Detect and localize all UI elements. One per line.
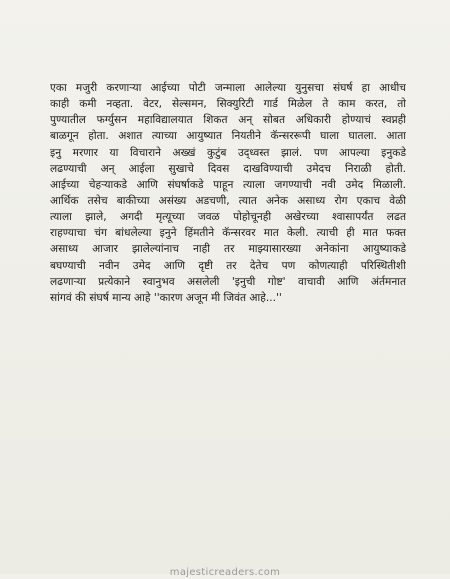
blurb-line-14: सांगवं की संघर्ष मान्य आहे ''कारण अजून मी जिवंत आहे...'' (50, 291, 282, 304)
blurb-paragraph (50, 80, 406, 380)
blurb-line-12: बघण्याची नवीन उमेद आणि दृष्टी तर देतेच पण कोणत्याही परिस्थितीशी (50, 259, 406, 272)
blurb-line-2: काही कमी नव्हता. वेटर, सेल्समन, सिक्युरिटी गार्ड मिळेल ते काम करत, तो (50, 98, 406, 111)
blurb-line-10: राहण्याचा चंग बांधलेल्या इनुने हिंमतीने कॅन्सरवर मात केली. त्याची ही मात फक्त (50, 227, 406, 240)
watermark-url: majesticreaders.com (169, 567, 281, 578)
blurb-line-11: असाध्य आजार झालेल्यांनाच नाही तर माझ्यासारख्या अनेकांना आयुष्याकडे (50, 243, 406, 256)
blurb-line-7: आईच्या चेहऱ्याकडे आणि संघर्षाकडे पाहून त्याला जगण्याची नवी उमेद मिळाली. (50, 178, 406, 191)
blurb-line-4: बाळगून होता. अशात त्याच्या आयुष्यात नियतीने कॅन्सररूपी घाला घातला. आता (50, 130, 406, 143)
blurb-line-3: पुण्यातील फर्ग्युसन महाविद्यालयात शिकत अन्‌ सोबत अधिकारी होण्याचं स्वप्नही (50, 114, 406, 127)
blurb-line-5: इनु मरणार या विचाराने अख्खं कुटुंब उद्ध्वस्त झालं. पण आपल्या इनुकडे (50, 146, 406, 159)
blurb-line-8: आर्थिक तसेच बाकीच्या असंख्य अडचणी, त्यात अनेक असाध्य रोग एकाच वेळी (50, 194, 406, 207)
blurb-line-13: लढणाऱ्या प्रत्येकाने स्वानुभव असलेली 'इनुची गोष्ट' वाचावी आणि अंर्तमनात (50, 275, 406, 288)
blurb-line-6: लढण्याची अन्‌ आईला सुखाचे दिवस दाखविण्याची उमेदच निराळी होती. (50, 162, 406, 175)
blurb-line-9: त्याला झाले, अगदी मृत्यूच्या जवळ पोहोचूनही अखेरच्या श्वासापर्यंत लढत (50, 211, 406, 224)
blurb-line-1: एका मजुरी करणाऱ्या आईच्या पोटी जन्माला आलेल्या युनुसचा संघर्ष हा आधीच (50, 82, 406, 94)
